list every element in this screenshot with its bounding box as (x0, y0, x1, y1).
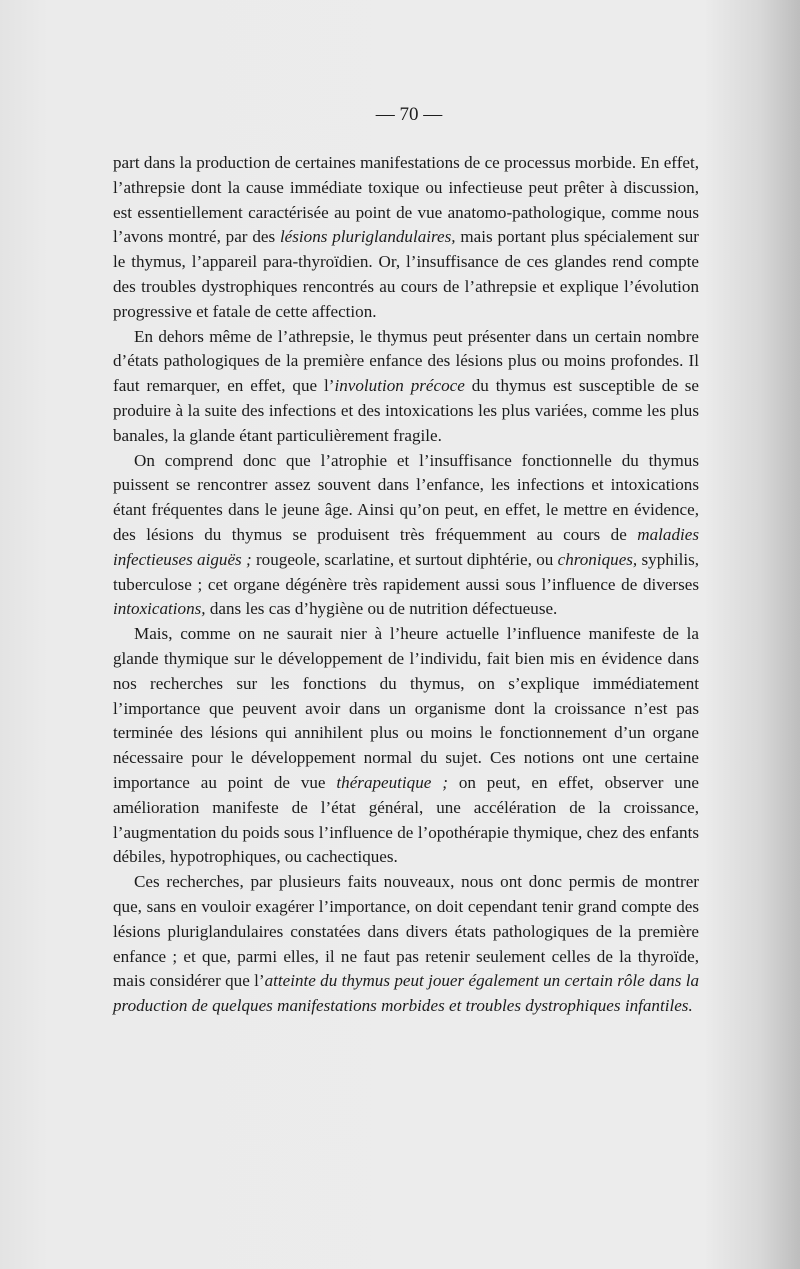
italic-text: involution précoce (334, 376, 465, 396)
paragraph-2 (113, 325, 699, 449)
body-text (113, 151, 699, 1019)
page-number: — 70 — (375, 104, 443, 125)
italic-text: lésions pluriglandulaires, (279, 227, 456, 247)
italic-text: atteinte du thymus peut jouer également un certain rôle dans la production de quelques manifestations morbides et troubles dystrophiques infantiles. (113, 971, 699, 1016)
italic-text: chroniques, (557, 549, 638, 569)
text-segment: rougeole, scarlatine, et surtout diphtérie, ou (251, 549, 558, 569)
text-segment: En dehors même de l’athrepsie, le thymus peut présenter dans un certain nombre d’états pathologiques de la première enfance des lésions plus ou moins profondes. Il faut remarquer, en effet, que l’ (113, 326, 699, 396)
text-segment: syphilis, tuberculose ; cet organe dégénère très rapidement aussi sous l’influence de diverses (113, 549, 699, 594)
text-segment: dans les cas d’hygiène ou de nutrition défectueuse. (205, 599, 558, 619)
text-segment: on peut, en effet, observer une amélioration manifeste de l’état général, une accélération de la croissance, l’augmentation du poids sous l’influence de l’opothérapie thymique, chez des enfants débiles, hypotrophiques, ou cachectiques. (113, 772, 699, 867)
text-segment: part dans la production de certaines manifestations de ce processus morbide. En effet, l’athrepsie dont la cause immédiate toxique ou infectieuse peut prêter à discussion, est essentiellement caractérisée au point de vue anatomo-pathologique, comme nous l’avons montré, par des (113, 153, 699, 247)
italic-text: intoxications, (113, 599, 206, 619)
paragraph-3 (113, 449, 699, 623)
text-segment: Mais, comme on ne saurait nier à l’heure actuelle l’influence manifeste de la glande thymique sur le développement de l’individu, fait bien mis en évidence dans nos recherches sur les fonctions du thymus, on s’explique immédiatement l’importance que peuvent avoir dans un organisme dont la croissance n’est pas terminée des lésions qui annihilent plus ou moins le fonctionnement d’un organe nécessaire pour le développement normal du sujet. Ces notions ont une certaine importance au point de vue (113, 624, 699, 792)
italic-text: thérapeutique ; (336, 772, 448, 792)
text-segment: Ces recherches, par plusieurs faits nouveaux, nous ont donc permis de montrer que, sans en vouloir exagérer l’importance, on doit cependant tenir grand compte des lésions pluriglandulaires constatées dans divers états pathologiques de la première enfance ; et que, parmi elles, il ne faut pas retenir seulement celles de la thyroïde, mais considérer que l’ (113, 872, 699, 991)
paragraph-1 (113, 151, 699, 325)
italic-text: maladies infectieuses aiguës ; (113, 524, 699, 569)
paragraph-4 (113, 622, 699, 870)
text-segment: mais portant plus spécialement sur le thymus, l’appareil para-thyroïdien. Or, l’insuffisance de ces glandes rend compte des troubles dystrophiques rencontrés au cours de l’athrepsie et explique l’évolution progressive et fatale de cette affection. (113, 227, 700, 321)
paragraph-5 (113, 870, 699, 1019)
text-segment: du thymus est susceptible de se produire à la suite des infections et des intoxications les plus variées, comme les plus banales, la glande étant particulièrement fragile. (113, 376, 699, 445)
text-segment: On comprend donc que l’atrophie et l’insuffisance fonctionnelle du thymus puissent se rencontrer assez souvent dans l’enfance, les infections et intoxications étant fréquentes dans le jeune âge. Ainsi qu’on peut, en effet, le mettre en évidence, des lésions du thymus se produisent très fréquemment au cours de (113, 450, 699, 544)
